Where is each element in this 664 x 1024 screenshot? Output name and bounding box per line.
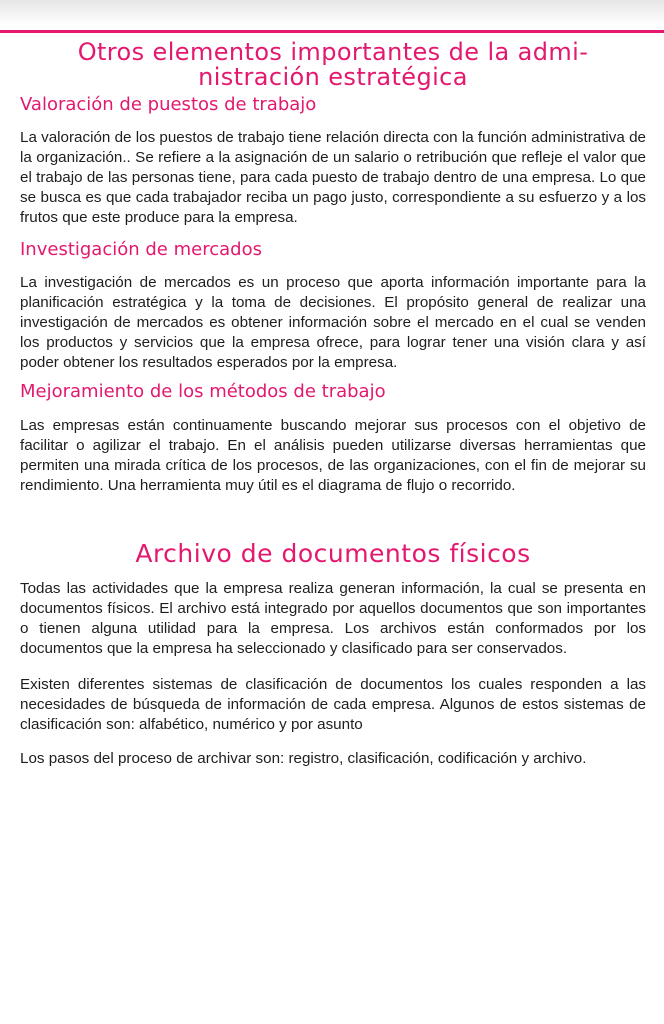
header-band	[0, 0, 664, 36]
archive-heading: Archivo de documentos físicos	[135, 539, 531, 568]
page-title-line-1: Otros elementos importantes de la admi-	[77, 38, 589, 66]
section-body: La investigación de mercados es un proceso que aporta información importante para la planificación estratégica y la toma de decisiones. El propósito general de realizar una investigación de mercados es obtener información sobre el mercado en el cual se venden los productos y servicios que la empresa ofrece, para lograr tener una visión clara y así poder obtener los resultados esperados por la empresa.	[20, 274, 646, 371]
page-title	[20, 40, 646, 90]
archive-paragraph-2: Existen diferentes sistemas de clasificación de documentos los cuales responden a las necesidades de búsqueda de información de cada empresa. Algunos de estos sistemas de clasificación son: alfabético, numérico y por asunto	[20, 676, 646, 733]
archive-paragraph-1: Todas las actividades que la empresa realiza generan información, la cual se presenta en documentos físicos. El archivo está integrado por aquellos documentos que son importantes o tienen alguna utilidad para la empresa. Los archivos están conformados por los documentos que la empresa ha seleccionado y clasificado para ser conservados.	[20, 580, 646, 657]
section-heading: Valoración de puestos de trabajo	[20, 94, 317, 115]
section-valoracion	[20, 94, 646, 228]
accent-rule	[0, 30, 664, 33]
section-investigacion	[20, 239, 646, 373]
section-heading: Investigación de mercados	[20, 239, 262, 260]
section-body: La valoración de los puestos de trabajo tiene relación directa con la función administrativa de la organización.. Se refiere a la asignación de un salario o retribución que refleje el valor que el trabajo de las personas tiene, para cada puesto de trabajo dentro de una empresa. Lo que se busca es que cada trabajador reciba un pago justo, correspondiente a su esfuerzo y a los frutos que este produce para la empresa.	[20, 129, 646, 226]
section-mejoramiento	[20, 381, 646, 496]
section-body: Las empresas están continuamente buscando mejorar sus procesos con el objetivo de facilitar o agilizar el trabajo. En el análisis pueden utilizarse diversas herramientas que permiten una mirada crítica de los procesos, de las organizaciones, con el fin de mejorar su rendimiento. Una herramienta muy útil es el diagrama de flujo o recorrido.	[20, 417, 646, 494]
section-heading: Mejoramiento de los métodos de trabajo	[20, 381, 386, 402]
archive-paragraph-3: Los pasos del proceso de archivar son: registro, clasificación, codificación y archivo.	[20, 750, 587, 767]
page-title-line-2: nistración estratégica	[198, 63, 468, 91]
page-content	[20, 40, 646, 769]
